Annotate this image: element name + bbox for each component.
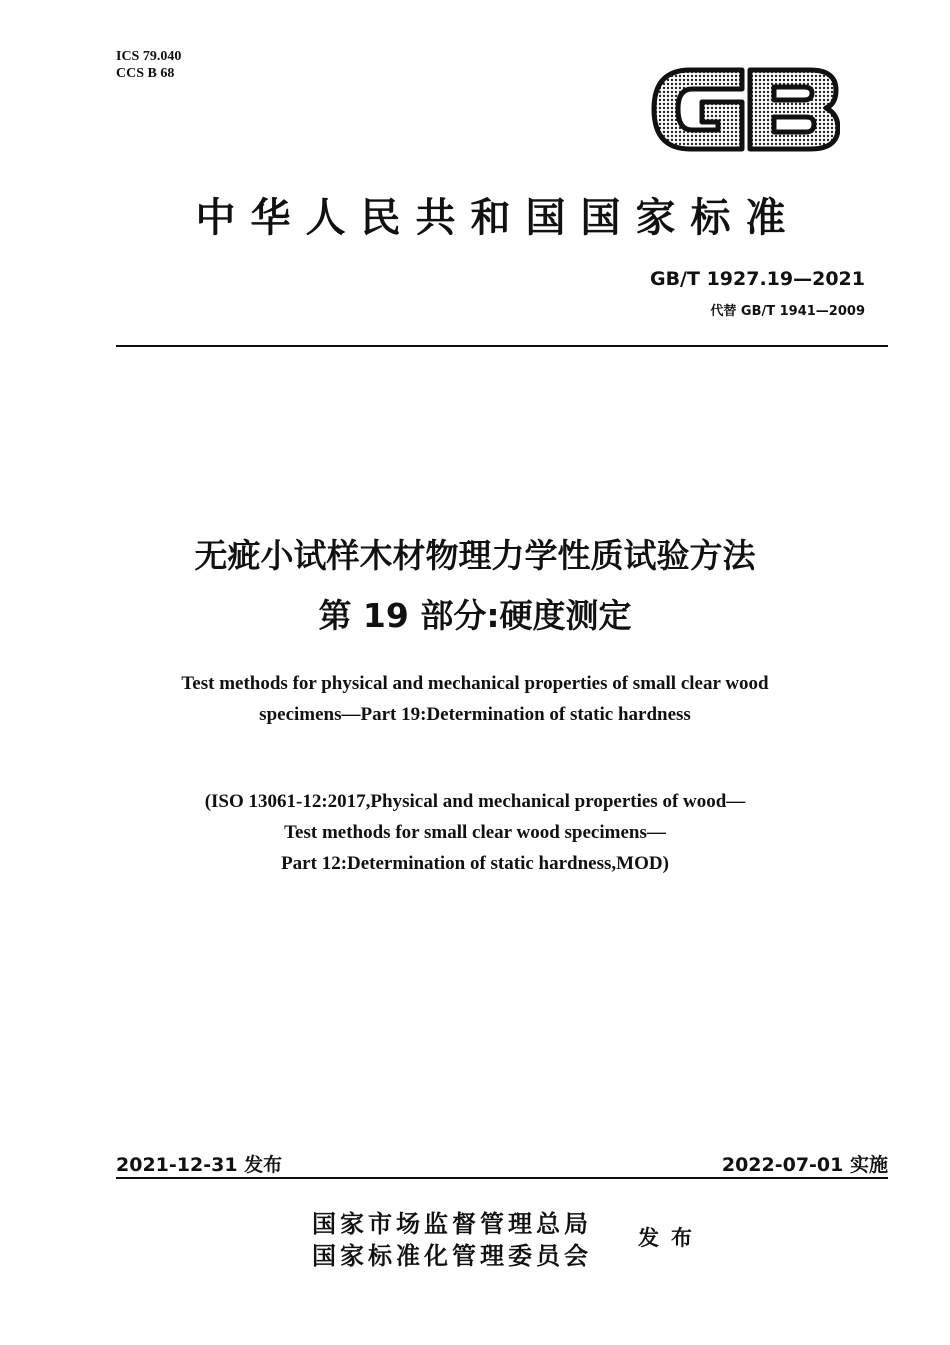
replaces-standard: 代替 GB/T 1941—2009 xyxy=(710,304,865,319)
ics-code: ICS 79.040 xyxy=(116,49,182,64)
title-cn-line1: 无疵小试样木材物理力学性质试验方法 xyxy=(194,536,756,575)
national-standard-title: 中华人民共和国国家标准 xyxy=(195,194,801,241)
iso-reference-line2: Test methods for small clear wood specimens— xyxy=(284,822,666,843)
iso-reference-line3: Part 12:Determination of static hardness,MOD) xyxy=(281,853,669,874)
ccs-code: CCS B 68 xyxy=(116,66,175,81)
top-divider xyxy=(116,345,888,347)
issuer-line2: 国家标准化管理委员会 xyxy=(312,1241,592,1270)
title-en-line2: specimens—Part 19:Determination of static hardness xyxy=(259,704,691,725)
title-en-line1: Test methods for physical and mechanical properties of small clear wood xyxy=(181,673,769,694)
classification-codes xyxy=(116,48,181,82)
publish-label: 发布 xyxy=(638,1225,704,1250)
standard-number: GB/T 1927.19—2021 xyxy=(649,268,865,290)
implementation-date: 2022-07-01 实施 xyxy=(721,1154,888,1176)
bottom-divider xyxy=(116,1177,888,1179)
title-cn-line2: 第 19 部分:硬度测定 xyxy=(318,596,632,635)
issue-date: 2021-12-31 发布 xyxy=(116,1154,283,1176)
iso-reference-line1: (ISO 13061-12:2017,Physical and mechanical properties of wood— xyxy=(204,791,746,812)
issuer-line1: 国家市场监督管理总局 xyxy=(312,1209,592,1238)
gb-emblem-icon xyxy=(650,62,840,157)
